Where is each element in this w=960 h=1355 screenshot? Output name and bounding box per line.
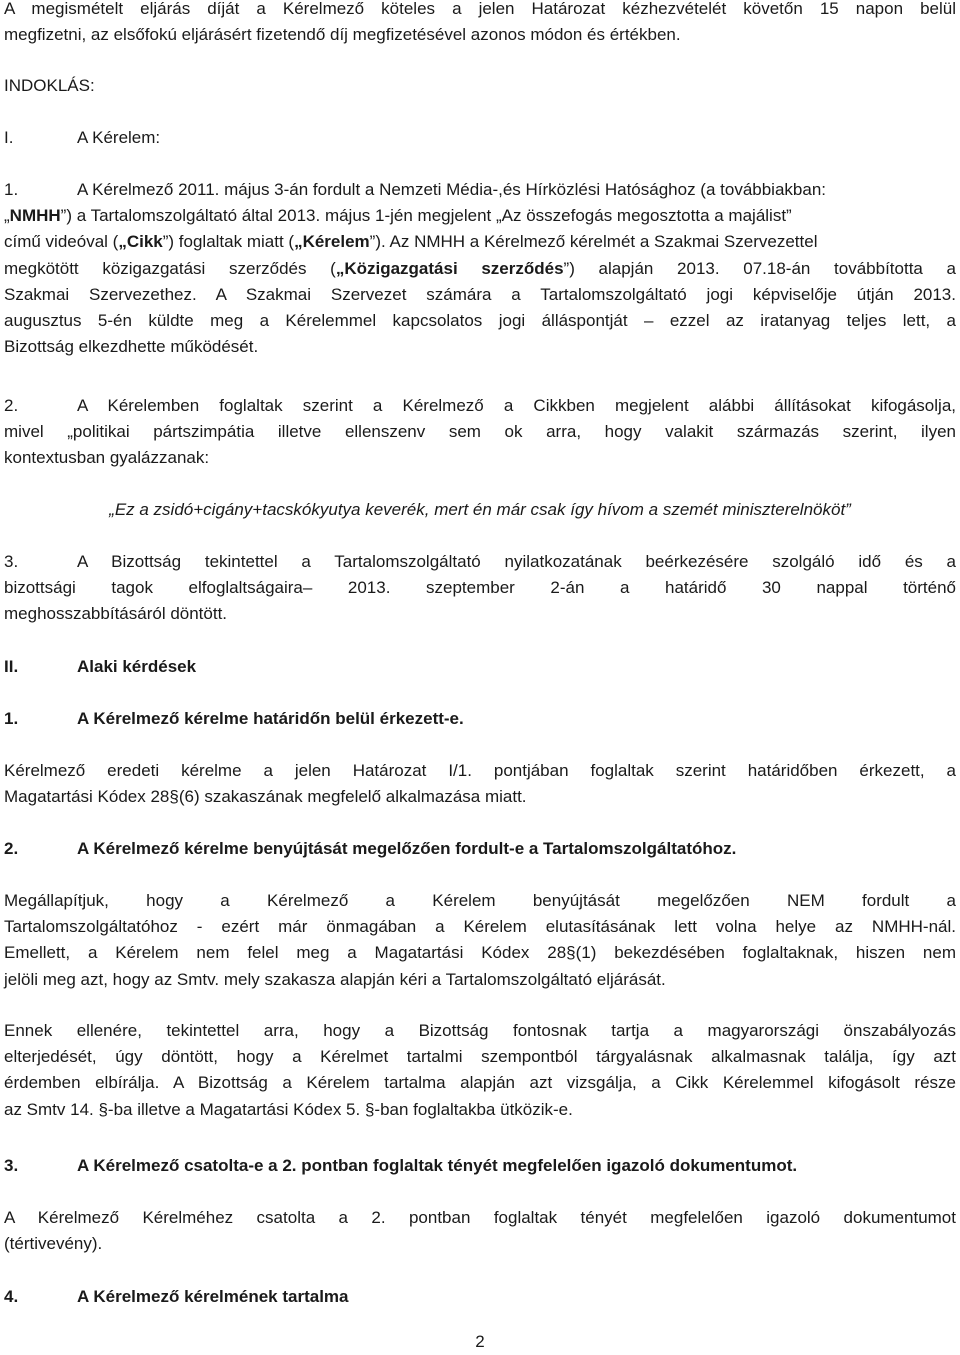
text-span: ”) foglaltak miatt ( [162,232,295,252]
section-1-title: A Kérelem: [77,128,161,147]
text-span: ”). Az NMHH a Kérelmező kérelmét a Szakmai Szervezettel [369,232,818,252]
subsection-2-number: 2. [4,839,19,858]
intro-line-2: megfizetni, az elsőfokú eljárásért fizetendő díj megfizetésével azonos módon és értékben. [4,25,681,45]
subsection-2b-line-1: Ennek ellenére, tekintettel arra, hogy a Bizottság fontosnak tartja a magyarországi önszabályozás [4,1021,956,1040]
text-span: című videóval ( [4,232,119,252]
subsection-2b-line-4: az Smtv 14. §-ba illetve a Magatartási Kódex 5. §-ban foglaltakba ütközik-e. [4,1099,573,1119]
subsection-2-line-3: Emellett, a Kérelem nem felel meg a Magatartási Kódex 28§(1) bekezdésében foglaltaknak, hiszen nem [4,943,956,963]
nmhh-term: NMHH [9,206,61,226]
para-1 [4,177,956,360]
subsection-4-number: 4. [4,1287,19,1306]
text-span: ”) alapján 2013. 07.18-án továbbította a [563,258,957,278]
text-span: ”) a Tartalomszolgáltató által 2013. május 1-jén megjelent „Az összefogás megosztotta a majálist” [60,206,792,226]
para-1-line-2 [4,203,956,229]
para-3-line-2: bizottsági tagok elfoglaltságaira– 2013. szeptember 2-án a határidő 30 nappal történő [4,578,956,598]
quoted-statement: „Ez a zsidó+cigány+tacskókyutya keverék, mert én már csak így hívom a szemét miniszterelnököt” [109,500,851,519]
intro-paragraph [4,0,956,48]
subsection-3-line-1: A Kérelmező Kérelméhez csatolta a 2. pontban foglaltak tényét megfelelően igazoló dokumentumot [4,1208,956,1227]
subsection-2-line-4: jelöli meg azt, hogy az Smtv. mely szakasza alapján kéri a Tartalomszolgáltató eljárását. [4,969,666,989]
para-1-line-6: augusztus 5-én küldte meg a Kérelemmel kapcsolatos jogi álláspontját – ezzel az iratanyag teljes lett, a [4,311,956,331]
para-1-line-5: Szakmai Szervezethez. A Szakmai Szervezet számára a Tartalomszolgáltató jogi képviselője útján 2013. [4,284,956,304]
para-1-line-7: Bizottság elkezdhette működését. [4,337,259,357]
subsection-1-line-2: Magatartási Kódex 28§(6) szakaszának megfelelő alkalmazása miatt. [4,787,527,807]
quote-mark: „ [4,206,10,226]
para-2-line-3: kontextusban gyalázzanak: [4,448,210,468]
kozigazgatasi-szerzodes-term: „Közigazgatási szerződés [335,258,564,278]
subsection-2b-line-3: érdemben elbírálja. A Bizottság a Kérelem tartalma alapján azt vizsgálja, a Cikk Kérelemmel kifogásolt része [4,1073,956,1093]
subsection-1-text [4,758,956,810]
para-1-line-1: A Kérelmező 2011. május 3-án fordult a Nemzeti Média-,és Hírközlési Hatósághoz (a továbbiakban: [77,180,827,199]
para-2 [4,393,956,472]
para-1-line-4 [4,256,956,282]
section-2-number: II. [4,657,19,676]
section-2-title: Alaki kérdések [77,657,197,676]
section-1-number: I. [4,128,14,147]
para-3-number: 3. [4,552,19,571]
subsection-2-line-1: Megállapítjuk, hogy a Kérelmező a Kérelem benyújtását megelőzően NEM fordult a [4,891,956,910]
para-1-line-3 [4,229,956,255]
subsection-3-line-2: (tértivevény). [4,1234,103,1254]
para-3-line-1: A Bizottság tekintettel a Tartalomszolgáltató nyilatkozatának beérkezésére szolgáló idő és a [77,552,956,571]
cikk-term: „Cikk [118,232,163,252]
indoklas-heading: INDOKLÁS: [4,76,95,95]
para-2-line-1: A Kérelemben foglaltak szerint a Kérelmező a Cikkben megjelent alábbi állításokat kifogásolja, [77,396,956,415]
subsection-2-title: A Kérelmező kérelme benyújtását megelőzően fordult-e a Tartalomszolgáltatóhoz. [77,839,737,858]
subsection-1-line-1: Kérelmező eredeti kérelme a jelen Határozat I/1. pontjában foglaltak szerint határidőben érkezett, a [4,761,956,780]
subsection-3-title: A Kérelmező csatolta-e a 2. pontban foglaltak tényét megfelelően igazoló dokumentumot. [77,1156,798,1175]
subsection-1-number: 1. [4,709,19,728]
subsection-2-text [4,888,956,993]
para-3-line-3: meghosszabbításáról döntött. [4,604,228,624]
subsection-3-number: 3. [4,1156,19,1175]
para-3 [4,549,956,628]
para-2-number: 2. [4,396,19,415]
subsection-2b-line-2: elterjedését, úgy döntött, hogy a Kérelmet tartalmi szempontból tárgyalásnak alkalmasnak találja, így azt [4,1047,956,1067]
subsection-2-line-2: Tartalomszolgáltatóhoz - ezért már önmagában a Kérelem elutasításának lett volna helye az NMHH-nál. [4,917,956,937]
subsection-3-text [4,1205,956,1257]
subsection-2-text-2 [4,1018,956,1123]
para-1-number: 1. [4,180,19,199]
kerelem-term: „Kérelem [294,232,370,252]
page-number: 2 [475,1332,485,1351]
intro-line-1: A megismételt eljárás díját a Kérelmező köteles a jelen Határozat kézhezvételét követőn 15 napon belül [4,0,956,18]
subsection-1-title: A Kérelmező kérelme határidőn belül érkezett-e. [77,709,464,728]
subsection-4-title: A Kérelmező kérelmének tartalma [77,1287,349,1306]
text-span: megkötött közigazgatási szerződés ( [4,258,336,278]
para-2-line-2: mivel „politikai pártszimpátia illetve ellenszenv sem ok arra, hogy valakit származás szerint, ilyen [4,422,956,442]
